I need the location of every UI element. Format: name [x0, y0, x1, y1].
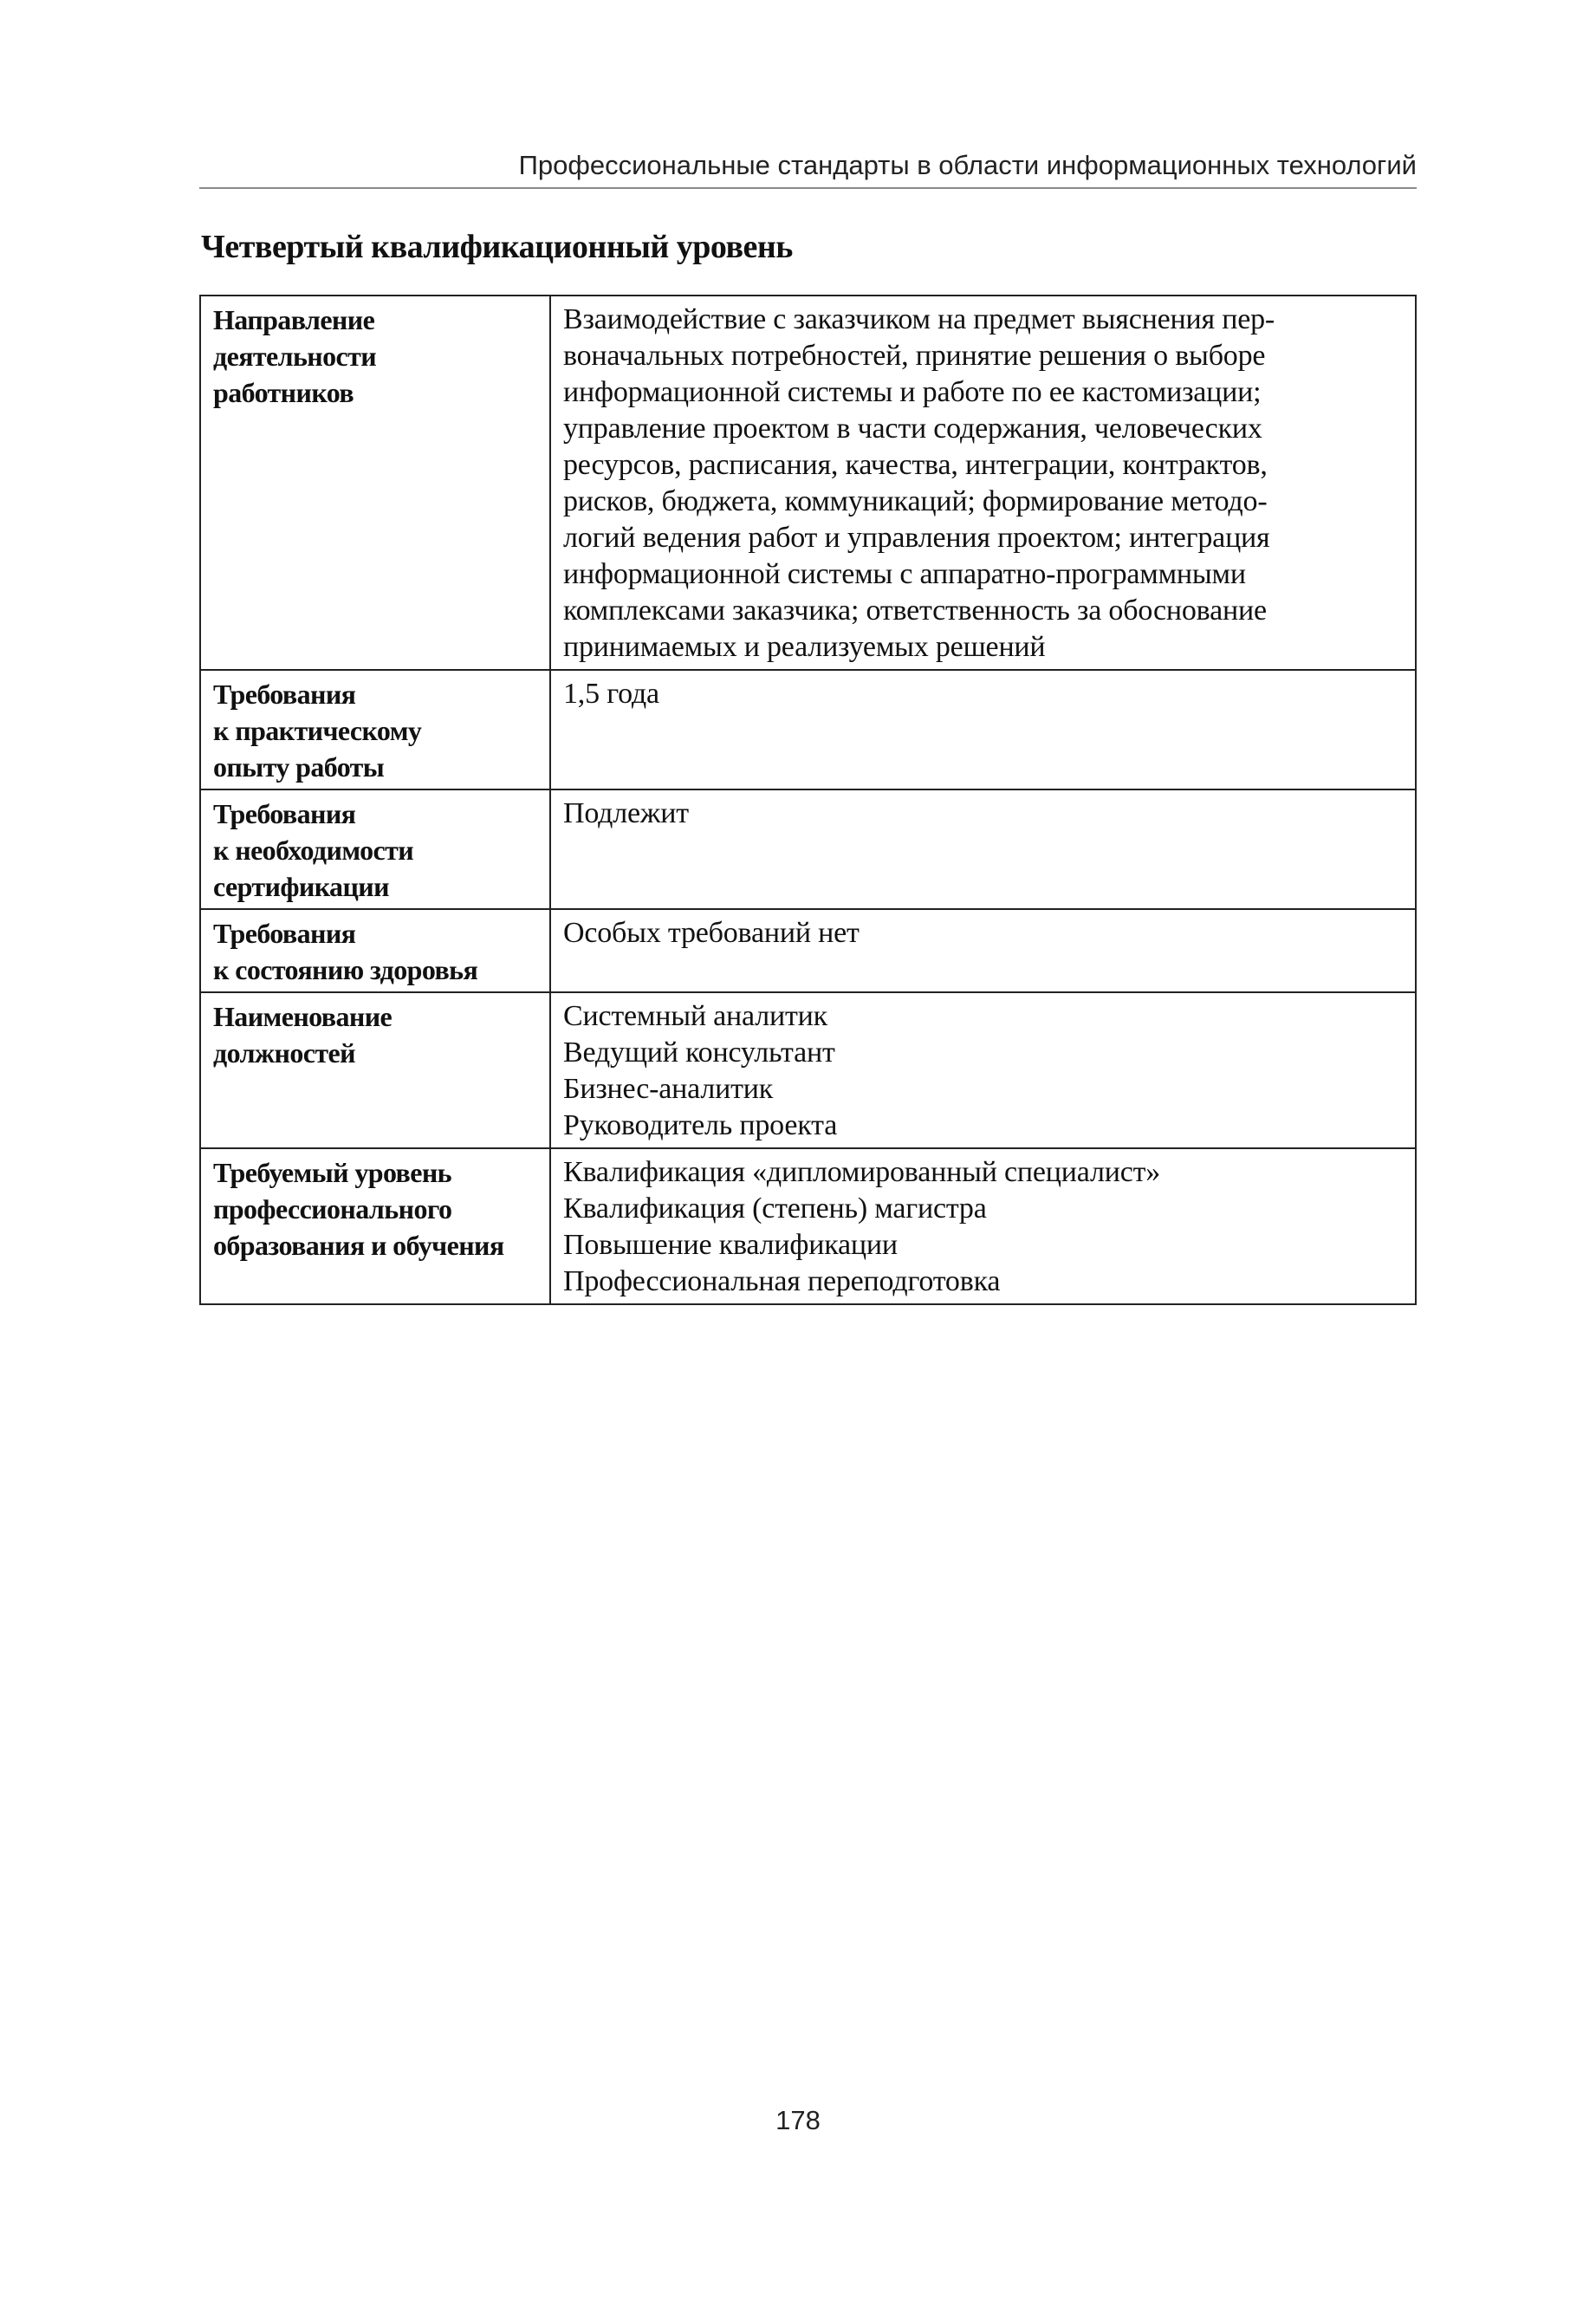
- value-line: Повышение квалификации: [563, 1229, 898, 1261]
- row-label: [200, 296, 550, 670]
- label-line: Направление: [213, 304, 375, 335]
- label-line: к состоянию здоровья: [213, 954, 478, 985]
- value-line: Квалификация (степень) магистра: [563, 1192, 987, 1225]
- label-line: Требования: [213, 798, 356, 829]
- label-line: должностей: [213, 1037, 355, 1069]
- value-line: Подлежит: [563, 797, 689, 829]
- value-line: комплексами заказчика; ответственность за обоснование: [563, 594, 1267, 627]
- row-label: [200, 670, 550, 789]
- value-line: рисков, бюджета, коммуникаций; формирование методо-: [563, 485, 1268, 517]
- value-line: Системный аналитик: [563, 1000, 827, 1032]
- value-line: Особых требований нет: [563, 917, 860, 949]
- value-line: информационной системы и работе по ее кастомизации;: [563, 376, 1262, 408]
- value-line: Бизнес-аналитик: [563, 1073, 774, 1105]
- label-line: Требования: [213, 679, 356, 710]
- label-line: к необходимости: [213, 835, 414, 866]
- value-line: ресурсов, расписания, качества, интеграции, контрактов,: [563, 449, 1268, 481]
- header-rule: [199, 187, 1417, 189]
- table-row-activity-direction: [200, 296, 1416, 670]
- label-line: Требования: [213, 918, 356, 949]
- label-line: сертификации: [213, 871, 389, 902]
- table-row-experience: [200, 670, 1416, 789]
- page-number: 178: [775, 2105, 821, 2135]
- row-label: [200, 909, 550, 992]
- value-line: управление проектом в части содержания, человеческих: [563, 413, 1262, 445]
- value-line: Квалификация «дипломированный специалист»: [563, 1156, 1161, 1188]
- label-line: опыту работы: [213, 751, 385, 783]
- row-value: [550, 789, 1416, 909]
- value-line: принимаемых и реализуемых решений: [563, 631, 1046, 663]
- row-label: [200, 992, 550, 1148]
- label-line: Наименование: [213, 1001, 393, 1032]
- value-line: Ведущий консультант: [563, 1036, 835, 1069]
- label-line: образования и обучения: [213, 1230, 504, 1261]
- row-value: [550, 909, 1416, 992]
- table-row-education: [200, 1148, 1416, 1304]
- row-label: [200, 1148, 550, 1304]
- row-value: [550, 296, 1416, 670]
- value-line: Взаимодействие с заказчиком на предмет выяснения пер-: [563, 303, 1275, 335]
- label-line: деятельности: [213, 341, 377, 372]
- value-line: Руководитель проекта: [563, 1109, 838, 1141]
- label-line: работников: [213, 377, 354, 408]
- value-line: воначальных потребностей, принятие решения о выборе: [563, 340, 1266, 372]
- qualification-table: [199, 295, 1417, 1305]
- value-line: Профессиональная переподготовка: [563, 1265, 1001, 1297]
- row-value: [550, 670, 1416, 789]
- row-value: [550, 992, 1416, 1148]
- row-value: [550, 1148, 1416, 1304]
- table-row-certification: [200, 789, 1416, 909]
- row-label: [200, 789, 550, 909]
- running-header: Профессиональные стандарты в области информационных технологий: [518, 150, 1417, 180]
- label-line: к практическому: [213, 715, 422, 746]
- section-title: Четвертый квалификационный уровень: [201, 229, 793, 265]
- table-row-health: [200, 909, 1416, 992]
- value-line: информационной системы с аппаратно-программными: [563, 558, 1246, 590]
- label-line: профессионального: [213, 1193, 452, 1225]
- value-line: логий ведения работ и управления проектом; интеграция: [563, 522, 1270, 554]
- label-line: Требуемый уровень: [213, 1157, 451, 1188]
- table-row-positions: [200, 992, 1416, 1148]
- value-line: 1,5 года: [563, 678, 659, 710]
